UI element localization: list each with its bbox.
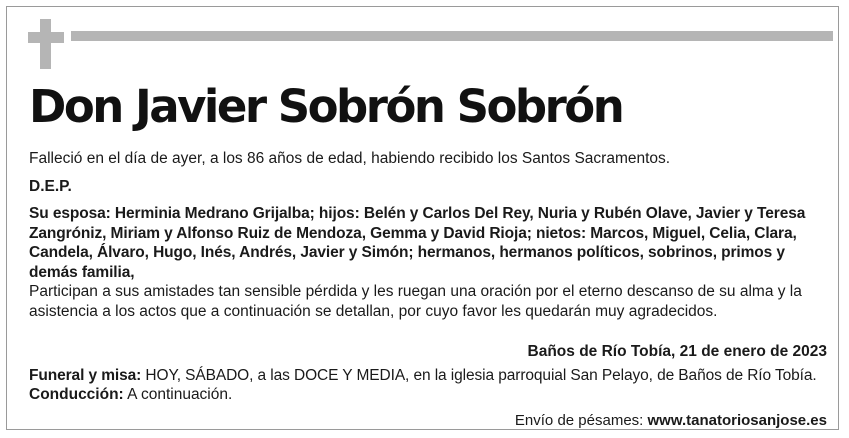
cross-vertical-bar: [40, 19, 51, 69]
notice-body: [29, 149, 829, 430]
condolences-label: Envío de pésames:: [514, 411, 648, 429]
conduction-info: [29, 385, 829, 405]
family-list: Su esposa: Herminia Medrano Grijalba; hijos: Belén y Carlos Del Rey, Nuria y Rubén Olave, Javier y Teresa Zangróniz, Miriam y Alfonso Ruiz de Mendoza, Gemma y David Rioja; nietos: Marcos, Miguel, Celia, Clara, Candela, Álvaro, Hugo, Inés, Andrés, Javier y Simón; hermanos, hermanos políticos, sobrinos, primos y demás familia,: [29, 205, 806, 281]
cross-horizontal-bar: [28, 32, 64, 43]
funeral-info: [29, 366, 829, 386]
death-announcement: Falleció en el día de ayer, a los 86 años de edad, habiendo recibido los Santos Sacramentos.: [29, 150, 671, 167]
obituary-notice: [6, 6, 839, 430]
conduction-text: A continuación.: [123, 386, 233, 403]
rip-label: D.E.P.: [29, 177, 72, 195]
condolences-link[interactable]: www.tanatoriosanjose.es: [647, 411, 827, 429]
gratitude-message: Participan a sus amistades tan sensible pérdida y les ruegan una oración por el eterno descanso de su alma y la asistencia a los actos que a continuación se detallan, por cuyo favor les quedarán muy agradecidos.: [29, 283, 802, 320]
condolences-footer: [29, 411, 829, 431]
cross-icon: [28, 19, 64, 69]
conduction-label: Conducción:: [29, 386, 124, 403]
funeral-label: Funeral y misa:: [29, 366, 142, 384]
place-date: Baños de Río Tobía, 21 de enero de 2023: [527, 343, 827, 360]
funeral-text: HOY, SÁBADO, a las DOCE Y MEDIA, en la iglesia parroquial San Pelayo, de Baños de Río Tobía.: [141, 366, 817, 384]
header-rule: [71, 31, 833, 41]
deceased-name: Don Javier Sobrón Sobrón: [29, 80, 623, 133]
